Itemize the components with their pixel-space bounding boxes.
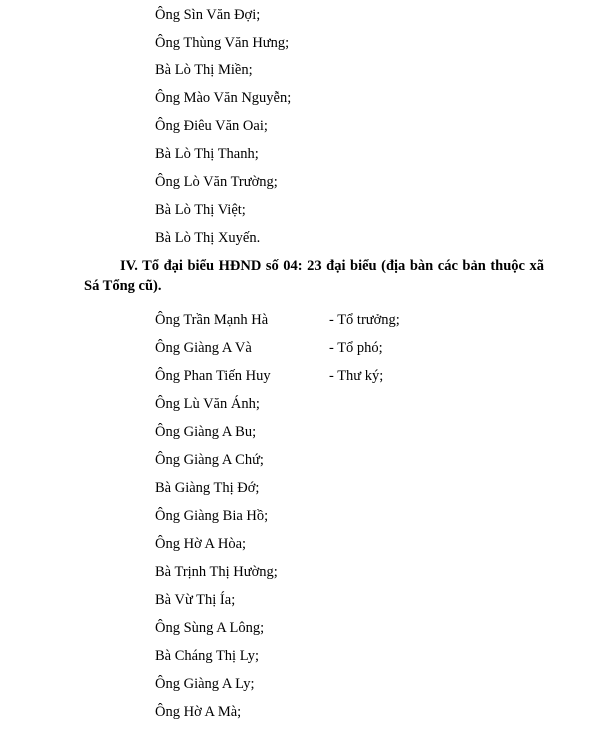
member-name: Ông Hờ A Mà; [155, 704, 242, 720]
member-name: Bà Cháng Thị Ly; [155, 648, 260, 664]
member-name: Ông Phan Tiến Huy [155, 368, 271, 384]
member-name: Ông Giàng A Và [155, 340, 252, 356]
member-name: Ông Thùng Văn Hưng; [155, 35, 290, 51]
member-role: - Thư ký; [329, 368, 384, 384]
member-name: Ông Lò Văn Trường; [155, 174, 278, 190]
member-name: Bà Lò Thị Miền; [155, 62, 253, 78]
member-name: Ông Giàng A Ly; [155, 676, 255, 692]
member-name: Bà Lò Thị Thanh; [155, 146, 259, 162]
member-name: Bà Giàng Thị Đớ; [155, 480, 260, 496]
member-role: - Tổ phó; [329, 340, 383, 356]
member-name: Ông Mào Văn Nguyễn; [155, 90, 292, 106]
member-name: Bà Lò Thị Xuyến. [155, 230, 261, 246]
member-name: Ông Sìn Văn Đợi; [155, 7, 261, 23]
member-role: - Tổ trưởng; [329, 312, 400, 328]
section-heading: IV. Tổ đại biểu HĐND số 04: 23 đại biểu (địa bàn các bản thuộc xã Sá Tổng cũ). [84, 258, 544, 294]
member-name: Ông Điêu Văn Oai; [155, 118, 268, 134]
member-name: Ông Lù Văn Ánh; [155, 396, 260, 412]
member-name: Ông Giàng A Chứ; [155, 452, 264, 468]
member-name: Ông Giàng A Bu; [155, 424, 257, 440]
member-name: Bà Trịnh Thị Hường; [155, 564, 278, 580]
member-name: Bà Vừ Thị Ía; [155, 592, 236, 608]
member-name: Ông Sùng A Lông; [155, 620, 265, 636]
member-name: Ông Trần Mạnh Hà [155, 312, 269, 328]
member-name: Ông Hờ A Hòa; [155, 536, 247, 552]
member-name: Bà Lò Thị Việt; [155, 202, 246, 218]
member-name: Ông Giàng Bia Hồ; [155, 508, 269, 524]
